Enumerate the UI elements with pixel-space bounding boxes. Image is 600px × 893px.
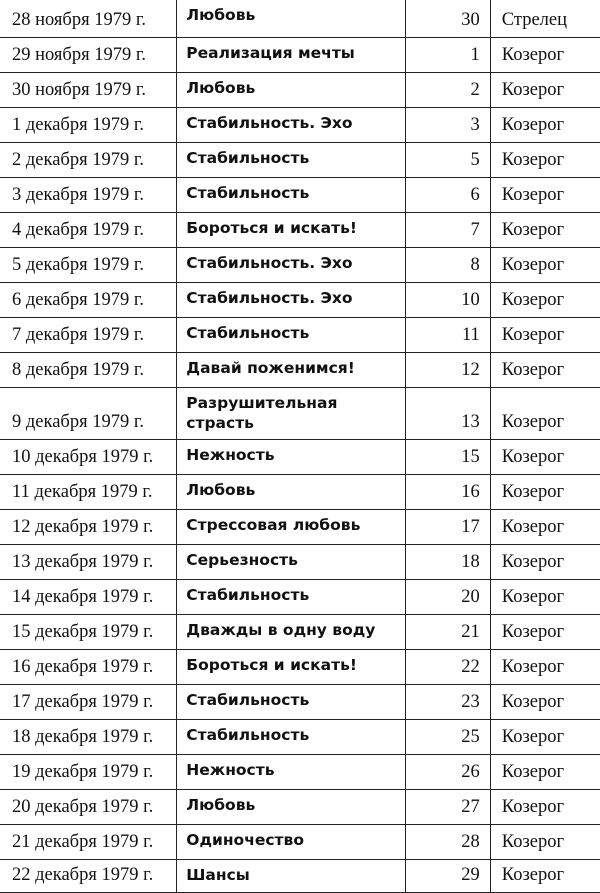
- date-cell: 9 декабря 1979 г.: [0, 387, 177, 439]
- name-cell: Любовь: [177, 72, 405, 107]
- name-cell: Стабильность: [177, 317, 405, 352]
- number-cell: 29: [405, 859, 490, 892]
- name-cell: Любовь: [177, 474, 405, 509]
- name-cell: Нежность: [177, 439, 405, 474]
- date-cell: 21 декабря 1979 г.: [0, 824, 177, 859]
- date-cell: 30 ноября 1979 г.: [0, 72, 177, 107]
- sign-cell: Козерог: [490, 212, 600, 247]
- number-cell: 30: [405, 0, 490, 37]
- table-row: [0, 142, 600, 177]
- table-row: [0, 719, 600, 754]
- sign-cell: Козерог: [490, 177, 600, 212]
- date-cell: 16 декабря 1979 г.: [0, 649, 177, 684]
- date-cell: 3 декабря 1979 г.: [0, 177, 177, 212]
- number-cell: 12: [405, 352, 490, 387]
- table-row: [0, 352, 600, 387]
- number-cell: 6: [405, 177, 490, 212]
- sign-cell: Козерог: [490, 614, 600, 649]
- name-cell: Нежность: [177, 754, 405, 789]
- table-row: [0, 107, 600, 142]
- date-cell: 29 ноября 1979 г.: [0, 37, 177, 72]
- sign-cell: Козерог: [490, 142, 600, 177]
- table-row: [0, 247, 600, 282]
- date-cell: 18 декабря 1979 г.: [0, 719, 177, 754]
- sign-cell: Козерог: [490, 859, 600, 892]
- name-cell: Дважды в одну воду: [177, 614, 405, 649]
- sign-cell: Козерог: [490, 282, 600, 317]
- sign-cell: Козерог: [490, 317, 600, 352]
- name-cell: Стабильность. Эхо: [177, 282, 405, 317]
- table-row: [0, 859, 600, 892]
- date-cell: 22 декабря 1979 г.: [0, 859, 177, 892]
- sign-cell: Козерог: [490, 789, 600, 824]
- table-row: [0, 684, 600, 719]
- name-cell: Стабильность: [177, 579, 405, 614]
- name-cell: Серьезность: [177, 544, 405, 579]
- number-cell: 16: [405, 474, 490, 509]
- date-cell: 6 декабря 1979 г.: [0, 282, 177, 317]
- sign-cell: Козерог: [490, 544, 600, 579]
- number-cell: 7: [405, 212, 490, 247]
- table-row: [0, 824, 600, 859]
- table-row: [0, 614, 600, 649]
- table-row: [0, 509, 600, 544]
- sign-cell: Козерог: [490, 684, 600, 719]
- number-cell: 10: [405, 282, 490, 317]
- table-row: [0, 439, 600, 474]
- date-cell: 19 декабря 1979 г.: [0, 754, 177, 789]
- date-cell: 2 декабря 1979 г.: [0, 142, 177, 177]
- sign-cell: Козерог: [490, 72, 600, 107]
- number-cell: 2: [405, 72, 490, 107]
- sign-cell: Козерог: [490, 824, 600, 859]
- date-cell: 10 декабря 1979 г.: [0, 439, 177, 474]
- name-cell: Стабильность: [177, 142, 405, 177]
- table-row: [0, 579, 600, 614]
- number-cell: 5: [405, 142, 490, 177]
- number-cell: 11: [405, 317, 490, 352]
- name-cell: Давай поженимся!: [177, 352, 405, 387]
- table-row: [0, 474, 600, 509]
- number-cell: 15: [405, 439, 490, 474]
- date-cell: 15 декабря 1979 г.: [0, 614, 177, 649]
- sign-cell: Козерог: [490, 719, 600, 754]
- date-cell: 7 декабря 1979 г.: [0, 317, 177, 352]
- table-row: [0, 387, 600, 439]
- name-cell: Бороться и искать!: [177, 212, 405, 247]
- date-cell: 12 декабря 1979 г.: [0, 509, 177, 544]
- sign-cell: Козерог: [490, 387, 600, 439]
- number-cell: 8: [405, 247, 490, 282]
- number-cell: 28: [405, 824, 490, 859]
- table-row: [0, 177, 600, 212]
- number-cell: 22: [405, 649, 490, 684]
- name-cell: Стабильность: [177, 684, 405, 719]
- sign-cell: Козерог: [490, 107, 600, 142]
- sign-cell: Козерог: [490, 579, 600, 614]
- table-row: [0, 212, 600, 247]
- number-cell: 27: [405, 789, 490, 824]
- sign-cell: Стрелец: [490, 0, 600, 37]
- date-cell: 13 декабря 1979 г.: [0, 544, 177, 579]
- number-cell: 18: [405, 544, 490, 579]
- date-cell: 1 декабря 1979 г.: [0, 107, 177, 142]
- name-cell: Стабильность. Эхо: [177, 107, 405, 142]
- date-cell: 8 декабря 1979 г.: [0, 352, 177, 387]
- number-cell: 20: [405, 579, 490, 614]
- date-cell: 28 ноября 1979 г.: [0, 0, 177, 37]
- number-cell: 13: [405, 387, 490, 439]
- number-cell: 17: [405, 509, 490, 544]
- sign-cell: Козерог: [490, 509, 600, 544]
- name-cell: Шансы: [177, 859, 405, 892]
- name-cell: Реализация мечты: [177, 37, 405, 72]
- sign-cell: Козерог: [490, 439, 600, 474]
- sign-cell: Козерог: [490, 37, 600, 72]
- sign-cell: Козерог: [490, 474, 600, 509]
- name-cell: Стабильность: [177, 719, 405, 754]
- number-cell: 23: [405, 684, 490, 719]
- table-row: [0, 72, 600, 107]
- number-cell: 1: [405, 37, 490, 72]
- table-row: [0, 649, 600, 684]
- date-cell: 14 декабря 1979 г.: [0, 579, 177, 614]
- table-row: [0, 754, 600, 789]
- number-cell: 25: [405, 719, 490, 754]
- date-cell: 5 декабря 1979 г.: [0, 247, 177, 282]
- table-row: [0, 317, 600, 352]
- name-cell: Любовь: [177, 789, 405, 824]
- sign-cell: Козерог: [490, 754, 600, 789]
- number-cell: 3: [405, 107, 490, 142]
- number-cell: 21: [405, 614, 490, 649]
- table-row: [0, 282, 600, 317]
- name-cell: Стабильность: [177, 177, 405, 212]
- sign-cell: Козерог: [490, 247, 600, 282]
- number-cell: 26: [405, 754, 490, 789]
- name-cell: Стрессовая любовь: [177, 509, 405, 544]
- sign-cell: Козерог: [490, 649, 600, 684]
- table-row: [0, 0, 600, 37]
- sign-cell: Козерог: [490, 352, 600, 387]
- name-cell: Одиночество: [177, 824, 405, 859]
- name-cell: Любовь: [177, 0, 405, 37]
- name-cell: Стабильность. Эхо: [177, 247, 405, 282]
- table-row: [0, 544, 600, 579]
- name-cell: Бороться и искать!: [177, 649, 405, 684]
- date-cell: 20 декабря 1979 г.: [0, 789, 177, 824]
- name-cell: Разрушительная страсть: [177, 387, 405, 439]
- date-cell: 11 декабря 1979 г.: [0, 474, 177, 509]
- date-cell: 4 декабря 1979 г.: [0, 212, 177, 247]
- date-cell: 17 декабря 1979 г.: [0, 684, 177, 719]
- table-row: [0, 789, 600, 824]
- table-row: [0, 37, 600, 72]
